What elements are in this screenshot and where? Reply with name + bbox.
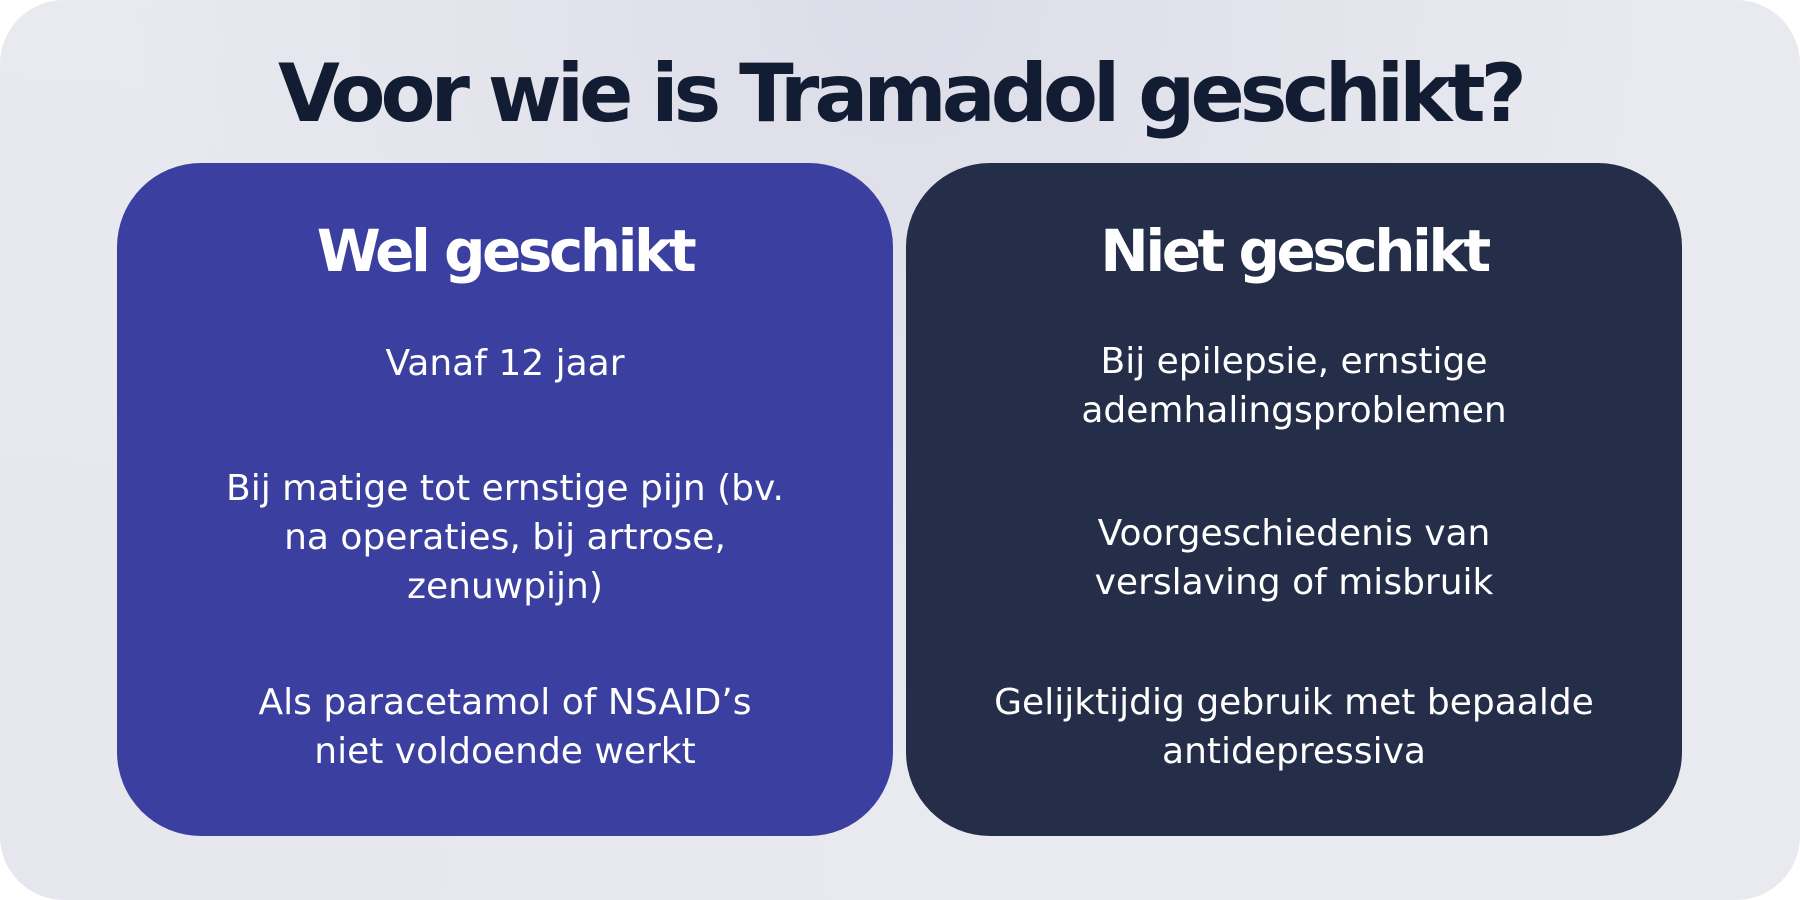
unsuitable-card (906, 163, 1682, 836)
suitable-item-age: Vanaf 12 jaar (385, 343, 625, 384)
suitable-item-pain: Bij matige tot ernstige pijn (bv. na operaties, bij artrose, zenuwpijn) (226, 468, 784, 607)
unsuitable-item-antidepressants: Gelijktijdig gebruik met bepaalde antidepressiva (994, 682, 1594, 772)
unsuitable-item-epilepsy: Bij epilepsie, ernstige ademhalingsproblemen (1081, 341, 1507, 431)
page-title: Voor wie is Tramadol geschikt? (278, 47, 1522, 140)
suitable-heading: Wel geschikt (316, 217, 694, 285)
suitable-item-painkillers: Als paracetamol of NSAID’s niet voldoende werkt (258, 682, 752, 772)
unsuitable-item-addiction: Voorgeschiedenis van verslaving of misbruik (1094, 513, 1494, 603)
suitable-card (117, 163, 893, 836)
unsuitable-heading: Niet geschikt (1100, 217, 1488, 285)
